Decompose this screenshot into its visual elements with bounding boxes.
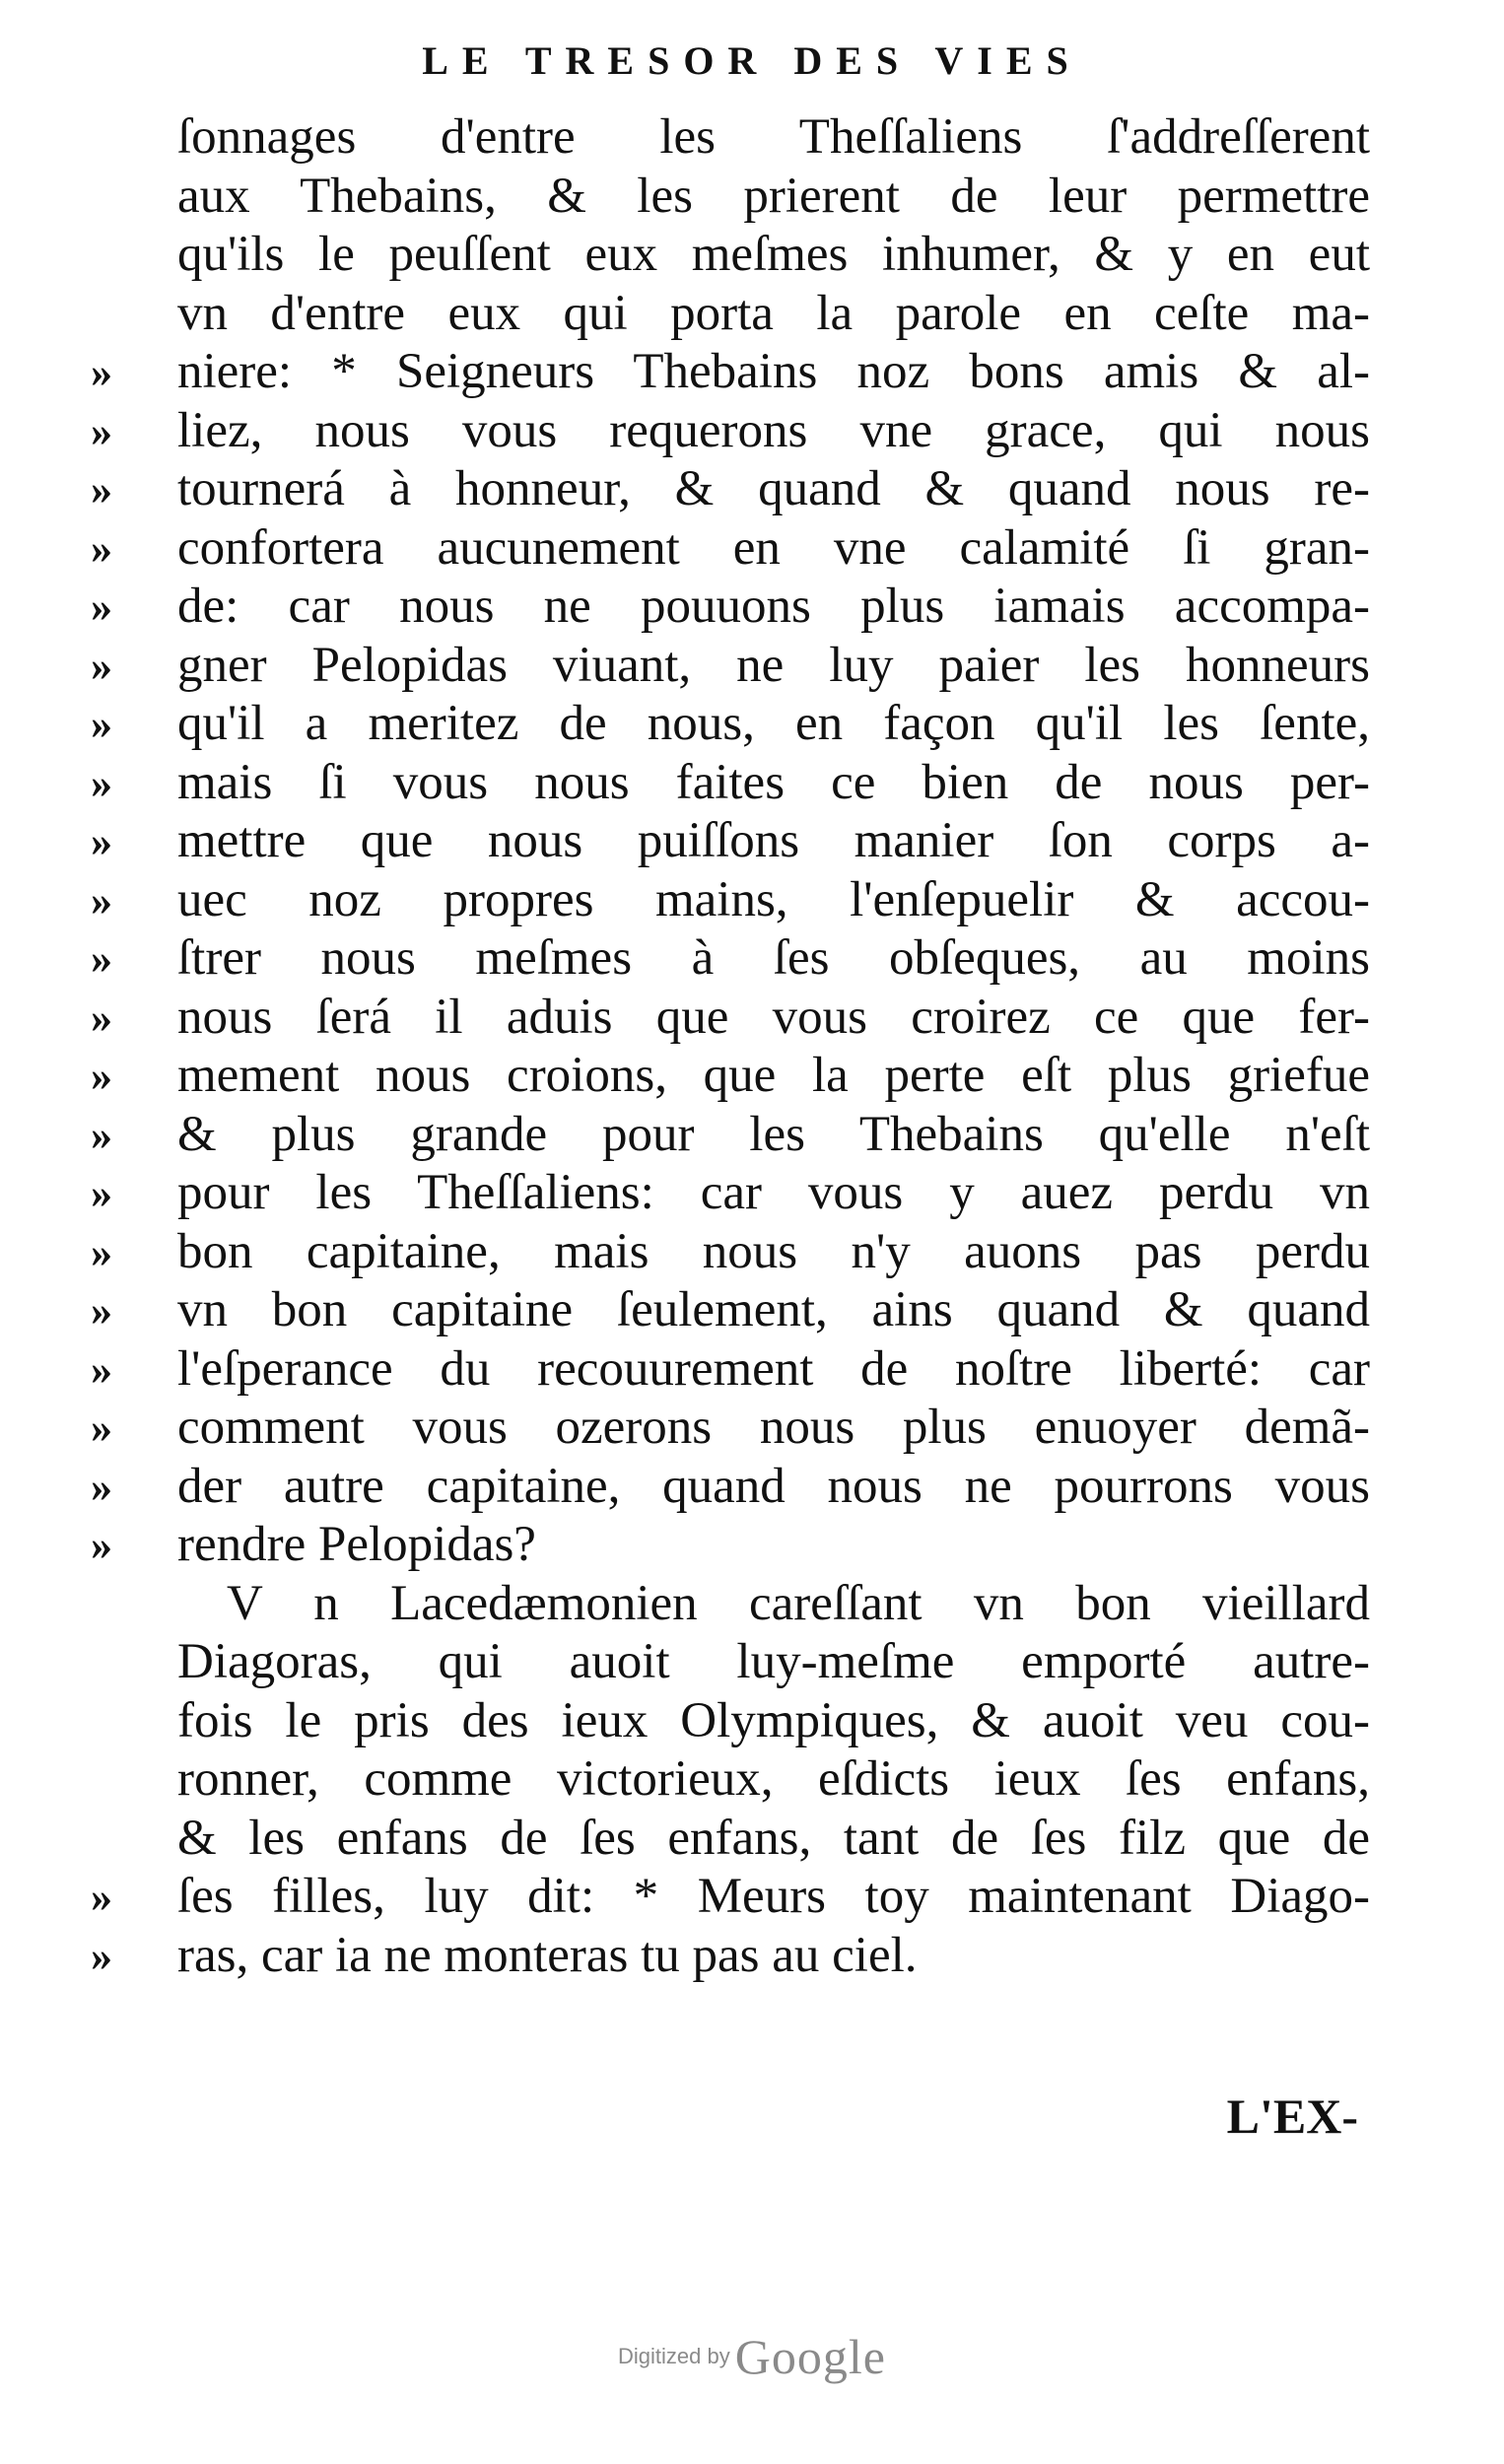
text-line [0, 1399, 1504, 1458]
text-line [0, 402, 1504, 461]
text-line [0, 1692, 1504, 1751]
line-text: liez, nous vous requerons vne grace, qui nous [177, 402, 1370, 458]
quotation-marker: » [91, 641, 112, 690]
line-text: ronner, comme victorieux, eſdicts ieux ſes enfans, [177, 1751, 1370, 1807]
text-line [0, 1106, 1504, 1165]
line-text: confortera aucunement en vne calamité ſi gran- [177, 519, 1370, 576]
text-line [0, 1810, 1504, 1869]
text-line [0, 343, 1504, 402]
quotation-marker: » [91, 582, 112, 631]
text-line [0, 1340, 1504, 1400]
line-text: mettre que nous puiſſons manier ſon corps a- [177, 813, 1370, 868]
text-line [0, 578, 1504, 637]
line-text: & les enfans de ſes enfans, tant de ſes filz que de [177, 1810, 1370, 1866]
text-line [0, 1281, 1504, 1340]
line-text: bon capitaine, mais nous n'y auons pas perdu [177, 1223, 1370, 1279]
quotation-marker: » [91, 817, 112, 865]
quotation-marker: » [91, 758, 112, 807]
line-text: der autre capitaine, quand nous ne pourrons vous [177, 1458, 1370, 1514]
quotation-marker: » [91, 700, 112, 748]
text-line [0, 754, 1504, 813]
quotation-marker: » [91, 1931, 112, 1980]
quotation-marker: » [91, 1873, 112, 1921]
quotation-marker: » [91, 875, 112, 924]
main-text [0, 108, 1504, 1985]
quotation-marker: » [91, 1462, 112, 1511]
text-line [0, 1633, 1504, 1692]
line-text: nous ſerá il aduis que vous croirez ce que fer- [177, 989, 1370, 1045]
text-line [0, 1575, 1504, 1634]
line-text: qu'il a meritez de nous, en façon qu'il les ſente, [177, 696, 1370, 751]
line-text: niere: * Seigneurs Thebains noz bons amis & al- [177, 344, 1370, 399]
text-line [0, 168, 1504, 227]
quotation-marker: » [91, 1344, 112, 1394]
line-text: ſtrer nous meſmes à ſes obſeques, au moins [177, 930, 1370, 986]
text-line [0, 1164, 1504, 1223]
line-text: ſes filles, luy dit: * Meurs toy maintenant Diago- [177, 1869, 1370, 1924]
line-text: vn bon capitaine ſeulement, ains quand & quand [177, 1282, 1370, 1337]
line-text: V n Lacedæmonien careſſant vn bon vieillard [227, 1575, 1370, 1631]
text-line [0, 989, 1504, 1048]
text-line [0, 1458, 1504, 1517]
text-line [0, 1223, 1504, 1282]
digitized-watermark [0, 2328, 1504, 2385]
line-text: comment vous ozerons nous plus enuoyer demã- [177, 1400, 1370, 1455]
digitized-prefix: Digitized by [617, 2344, 730, 2368]
line-text: mais ſi vous nous faites ce bien de nous per- [177, 754, 1370, 810]
quotation-marker: » [91, 1286, 112, 1335]
quotation-marker: » [91, 992, 112, 1042]
quotation-marker: » [91, 1521, 112, 1569]
text-line [0, 108, 1504, 168]
text-line [0, 812, 1504, 871]
line-text: & plus grande pour les Thebains qu'elle n'eſt [177, 1106, 1370, 1162]
line-text: l'eſperance du recouurement de noſtre liberté: car [177, 1340, 1370, 1397]
quotation-marker: » [91, 1110, 112, 1159]
line-text: tournerá à honneur, & quand & quand nous re- [177, 461, 1370, 516]
text-line [0, 929, 1504, 989]
line-text: ras, car ia ne monteras tu pas au ciel. [177, 1927, 918, 1983]
running-title: LE TRESOR DES VIES [422, 38, 1082, 83]
text-line [0, 637, 1504, 696]
quotation-marker: » [91, 406, 112, 455]
quotation-marker: » [91, 1227, 112, 1276]
text-line [0, 460, 1504, 519]
catchword: L'EX- [1226, 2088, 1358, 2144]
quotation-marker: » [91, 1403, 112, 1452]
text-line [0, 285, 1504, 344]
quotation-marker: » [91, 934, 112, 983]
line-text: mement nous croions, que la perte eſt plus griefue [177, 1048, 1370, 1103]
line-text: qu'ils le peuſſent eux meſmes inhumer, & y en eut [177, 227, 1370, 282]
line-text: vn d'entre eux qui porta la parole en ceſte ma- [177, 285, 1370, 341]
google-wordmark: Google [734, 2329, 886, 2384]
quotation-marker: » [91, 465, 112, 513]
quotation-marker: » [91, 1052, 112, 1100]
quotation-marker: » [91, 523, 112, 573]
text-line [0, 519, 1504, 579]
line-text: uec noz propres mains, l'enſepuelir & accou- [177, 871, 1370, 927]
quotation-marker: » [91, 348, 112, 396]
text-line [0, 695, 1504, 754]
text-line [0, 1047, 1504, 1106]
line-text: fois le pris des ieux Olympiques, & auoit veu cou- [177, 1692, 1370, 1748]
text-line [0, 226, 1504, 285]
line-text: ſonnages d'entre les Theſſaliens ſ'addreſſerent [177, 109, 1370, 165]
quotation-marker: » [91, 1169, 112, 1217]
line-text: gner Pelopidas viuant, ne luy paier les honneurs [177, 637, 1370, 693]
line-text: Diagoras, qui auoit luy-meſme emporté autre- [177, 1634, 1370, 1689]
line-text: de: car nous ne pouuons plus iamais accompa- [177, 579, 1370, 634]
text-line [0, 1927, 1504, 1986]
line-text: aux Thebains, & les prierent de leur permettre [177, 168, 1370, 224]
line-text: pour les Theſſaliens: car vous y auez perdu vn [177, 1165, 1370, 1220]
text-line [0, 1750, 1504, 1810]
line-text: rendre Pelopidas? [177, 1517, 536, 1572]
text-line [0, 1868, 1504, 1927]
text-line [0, 871, 1504, 930]
text-line [0, 1516, 1504, 1575]
